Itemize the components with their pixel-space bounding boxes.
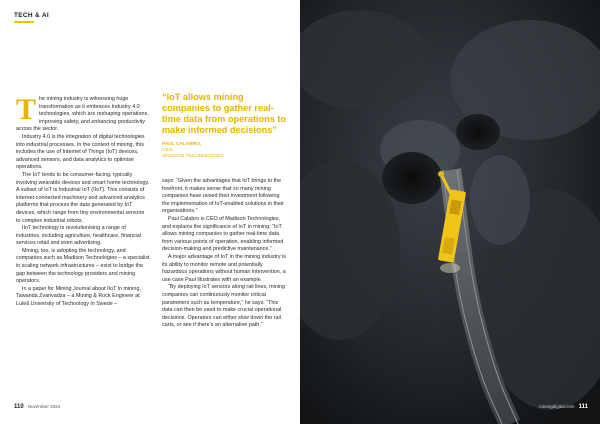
folio-left: [14, 404, 60, 410]
paragraph-4: IIoT technology is revolutionising a range of industries, including agriculture, healthcare, financial services retail and even advertising.: [16, 225, 141, 247]
paragraph-5: Mining, too, is adopting the technology, and companies such as Madison Technologies – a specialist in scaling network infrastructures – exist to bridge the gap between the technology providers and mining operators.: [16, 247, 150, 285]
drop-cap: T: [16, 93, 37, 126]
tunnel-entrance: [456, 114, 500, 150]
page-number-left: 110: [14, 404, 24, 410]
rock-highlight: [470, 155, 530, 245]
paragraph-1-text: he mining industry is witnessing huge transformation as it embraces Industry 4.0 technologies, which are reshaping operations, improving safety, and enhancing productivity across the sector.: [16, 96, 149, 133]
article-column-1: [16, 93, 150, 309]
paragraph-10: “By deploying IoT sensors along rail lines, mining companies can continuously monitor critical parameters such as temperature,” he says. “This data can then be used to make crucial operational decisions. Operators can either slow down the rail carts, or see if there’s an alternative path.”: [162, 284, 286, 329]
paragraph-2: Industry 4.0 is the integration of digital technologies into industrial processes. In the context of mining, this includes the use of Internet of Things (IoT) devices, advanced sensors, and data analytics to optimise operations.: [16, 133, 145, 171]
pull-quote-attribution-company: MADISON TECHNOLOGIES: [162, 154, 224, 159]
lamp-glow: [440, 263, 460, 273]
section-tag-underline: [14, 21, 34, 23]
right-page-photo: [300, 0, 600, 424]
issue-date: November 2024: [27, 404, 61, 409]
tunnel-entrance: [382, 152, 442, 204]
section-tag: TECH & AI: [14, 12, 49, 19]
aerial-mine-photo: [300, 0, 600, 424]
paragraph-3: The IoT tends to be consumer-facing, typically involving wearable devices and smart home technology. A subset of IoT is Industrial IoT (IIoT). This consists of internet-connected machinery and advanced analytics platforms that process the data generated by IoT devices, which range from tiny environmental sensors to complex industrial robots.: [16, 171, 150, 224]
paragraph-8: Paul Calabro is CEO of Madison Technologies, and explains the significance of IoT in mining: “IoT allows mining companies to gather real-time data from various points of operation, enabling informed decision-making and predictive maintenance.”: [162, 215, 284, 253]
pull-quote: [162, 92, 292, 160]
paragraph-6: In a paper for Mining Journal about IIoT in mining, Tawanda Zvarivadza – a Mining & Rock Engineer at Luleå University of Technology in Swede –: [16, 285, 141, 308]
paragraph-7: says: “Given the advantages that IoT brings to the forefront, it makes sense that so many mining companies have raised their investment following the implementation of IoT-enabled solutions in their organisations.”: [162, 178, 284, 215]
folio-right: [539, 404, 588, 410]
page-number-right: 111: [578, 404, 588, 410]
pull-quote-text: “IoT allows mining companies to gather real-time data from operations to make informed decisions”: [162, 92, 287, 135]
pull-quote-attribution-role: CEO,: [162, 148, 174, 153]
paragraph-1: [16, 93, 150, 134]
paragraph-9: A major advantage of IoT in the mining industry is its ability to monitor remote and potentially hazardous operations without human intervention, a use case Paul illustrates with an example.: [162, 253, 286, 283]
article-column-2: [162, 178, 288, 330]
website: miningdigital.com: [539, 404, 575, 409]
pull-quote-attribution-name: PAUL CALABRO,: [162, 142, 202, 147]
